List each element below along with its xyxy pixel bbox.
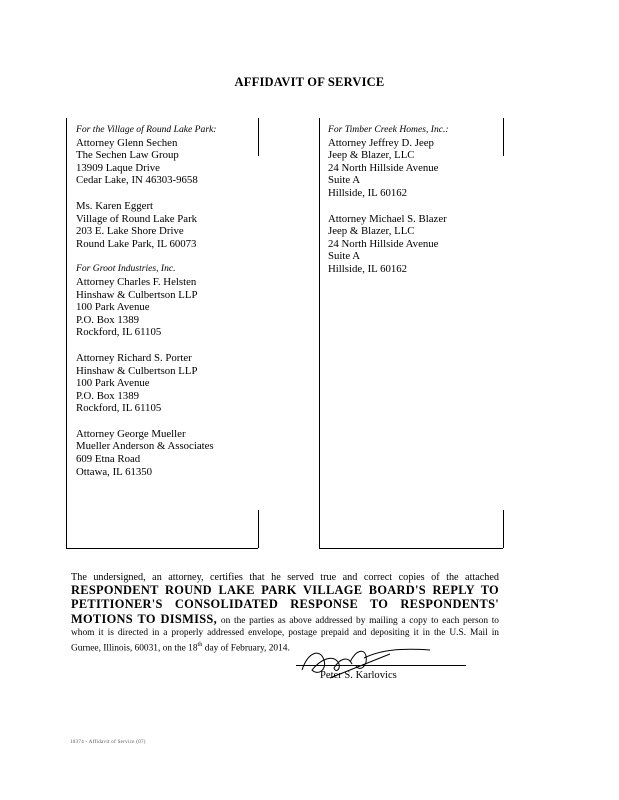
address-line: The Sechen Law Group: [76, 149, 179, 162]
right-service-list: [328, 124, 449, 289]
address-line: Attorney Charles F. Helsten: [76, 275, 197, 288]
address-line: 100 Park Avenue: [76, 301, 150, 314]
date-superscript: th: [197, 642, 203, 649]
left-service-list: [76, 124, 217, 491]
service-address-block: [328, 124, 449, 200]
address-line: Attorney Glenn Sechen: [76, 136, 178, 149]
party-heading: For the Village of Round Lake Park:: [76, 124, 217, 135]
address-line: Mueller Anderson & Associates: [76, 440, 214, 453]
address-line: Ms. Karen Eggert: [76, 199, 154, 212]
party-heading: For Groot Industries, Inc.: [76, 263, 176, 275]
address-line: Hillside, IL 60162: [328, 262, 408, 275]
certification-body: on the parties as above addressed by mailing a copy to each person to whom it is directed in a properly addressed envelope, postage prepaid and depositing it in the U.S. Mail in Gurnee, Illinois, 60031, on the 18: [71, 615, 499, 654]
signer-name: Peter S. Karlovics: [320, 670, 397, 681]
address-line: Cedar Lake, IN 46303-9658: [76, 174, 198, 187]
address-line: Hinshaw & Culbertson LLP: [76, 364, 198, 377]
address-line: 203 E. Lake Shore Drive: [76, 225, 184, 238]
service-address-block: [76, 352, 217, 415]
service-address-block: [76, 200, 217, 250]
service-address-block: [76, 428, 217, 478]
address-line: Suite A: [328, 250, 361, 263]
document-footer: 10374 - Affidavit of Service (07): [70, 740, 146, 745]
address-line: Ottawa, IL 61350: [76, 465, 153, 478]
address-line: Attorney George Mueller: [76, 427, 186, 440]
address-line: Attorney Jeffrey D. Jeep: [328, 136, 434, 149]
address-line: Hillside, IL 60162: [328, 186, 408, 199]
address-line: Rockford, IL 61105: [76, 402, 162, 415]
address-line: 13909 Laque Drive: [76, 161, 160, 174]
address-line: P.O. Box 1389: [76, 313, 139, 326]
signature-line: [296, 665, 466, 666]
address-line: Hinshaw & Culbertson LLP: [76, 288, 198, 301]
address-line: 24 North Hillside Avenue: [328, 161, 439, 174]
address-line: 24 North Hillside Avenue: [328, 237, 439, 250]
service-address-block: [76, 263, 217, 339]
address-line: Suite A: [328, 174, 361, 187]
page-title: AFFIDAVIT OF SERVICE: [234, 75, 385, 89]
address-line: Round Lake Park, IL 60073: [76, 237, 197, 250]
address-line: Village of Round Lake Park: [76, 212, 198, 225]
service-address-block: [328, 213, 449, 276]
certified-document-title: RESPONDENT ROUND LAKE PARK VILLAGE BOARD'S REPLY TO PETITIONER'S CONSOLIDATED RESPONSE TO RESPONDENTS' MOTIONS TO DISMISS,: [71, 583, 499, 626]
address-line: Jeep & Blazer, LLC: [328, 149, 415, 162]
address-line: Rockford, IL 61105: [76, 326, 162, 339]
address-line: Attorney Richard S. Porter: [76, 351, 192, 364]
address-line: 100 Park Avenue: [76, 377, 150, 390]
certification-intro: The undersigned, an attorney, certifies that he served true and correct copies of the attached: [71, 572, 499, 583]
certification-date: day of February, 2014.: [204, 643, 290, 654]
address-line: 609 Etna Road: [76, 453, 141, 466]
address-line: P.O. Box 1389: [76, 389, 139, 402]
party-heading: For Timber Creek Homes, Inc.:: [328, 124, 449, 135]
address-line: Attorney Michael S. Blazer: [328, 212, 447, 225]
address-line: Jeep & Blazer, LLC: [328, 225, 415, 238]
service-address-block: [76, 124, 217, 187]
